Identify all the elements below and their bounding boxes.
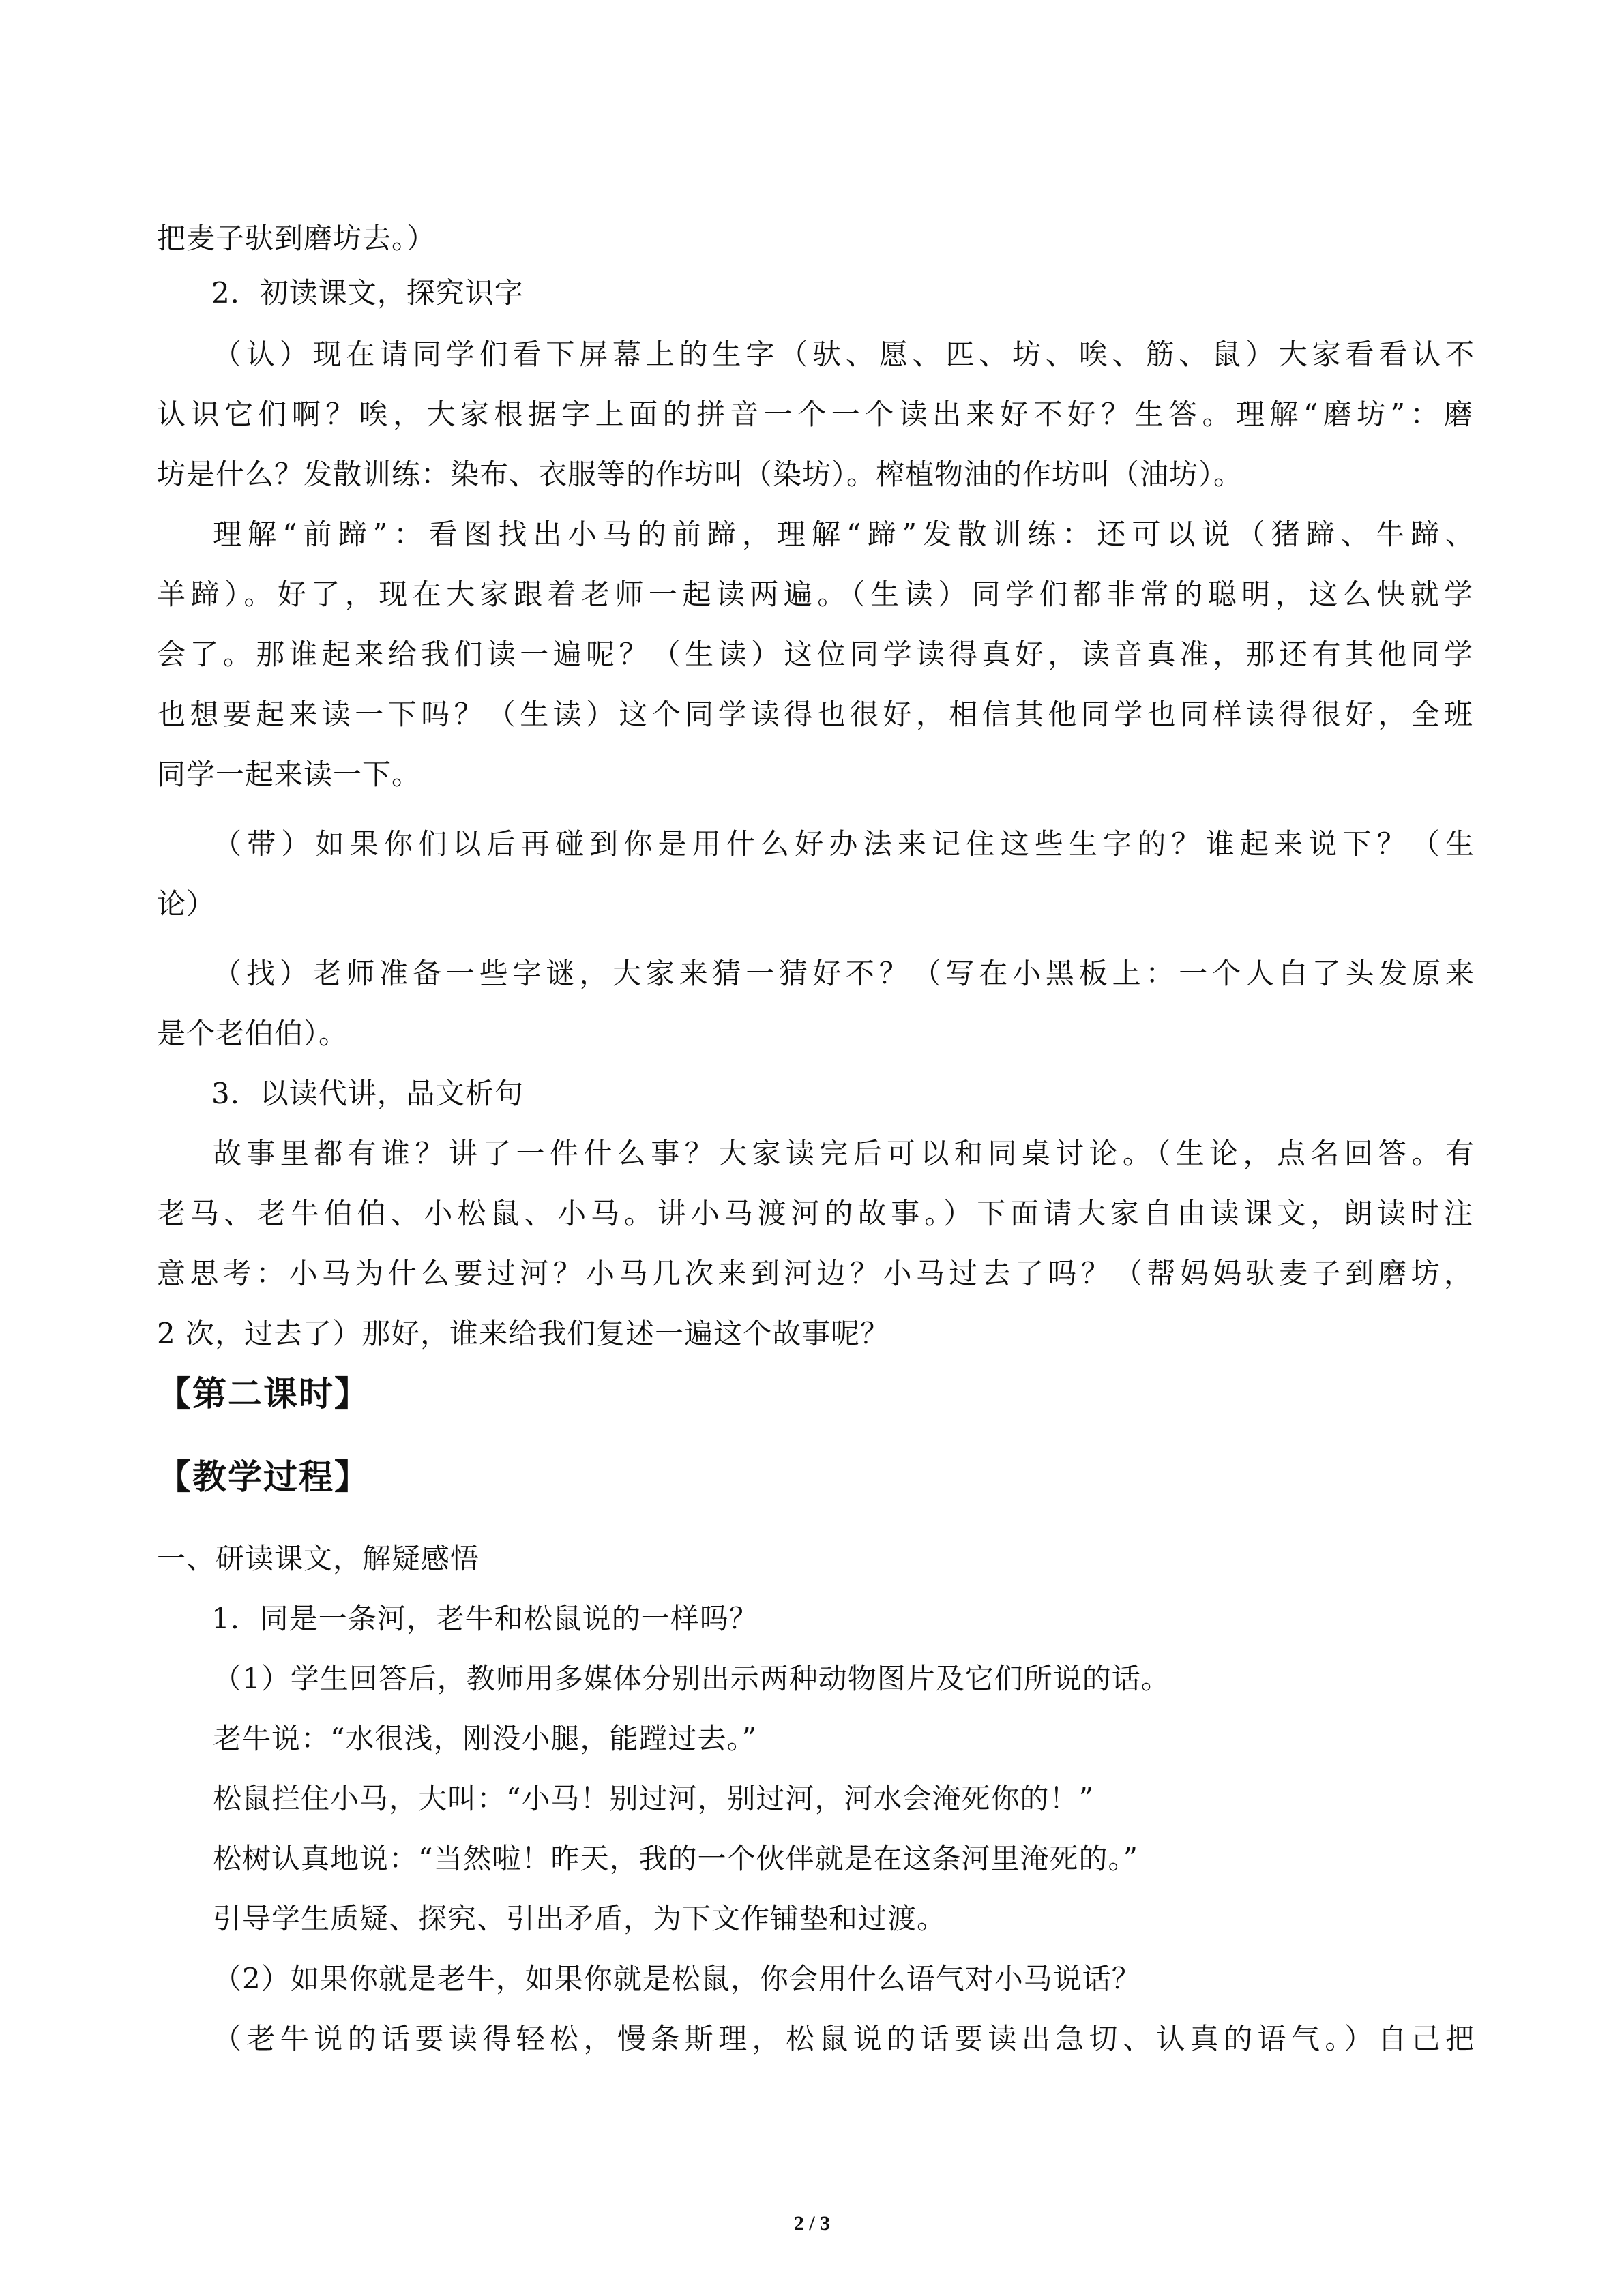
paragraph-line: 坊是什么？发散训练：染布、衣服等的作坊叫（染坊）。榨植物油的作坊叫（油坊）。 xyxy=(157,458,1243,491)
paragraph-line: 引导学生质疑、探究、引出矛盾，为下文作铺垫和过渡。 xyxy=(213,1902,947,1935)
paragraph-line: 2 次，过去了）那好，谁来给我们复述一遍这个故事呢？ xyxy=(157,1317,890,1350)
quote-line: 松鼠拦住小马，大叫：“小马！别过河，别过河，河水会淹死你的！” xyxy=(213,1782,1094,1815)
paragraph-line xyxy=(213,1135,1475,1173)
lesson-heading: 【第二课时】 xyxy=(157,1374,370,1414)
paragraph-line xyxy=(157,696,1473,734)
paragraph-line: （2）如果你就是老牛，如果你就是松鼠，你会用什么语气对小马说话？ xyxy=(213,1962,1141,1995)
paragraph-line xyxy=(213,955,1475,993)
paragraph-line xyxy=(213,516,1475,554)
process-heading: 【教学过程】 xyxy=(157,1457,370,1497)
paragraph-text: （认）现在请同学们看下屏幕上的生字（驮、愿、匹、坊、唉、筋、鼠）大家看看认不 xyxy=(213,338,1475,371)
paragraph-text: （找）老师准备一些字谜，大家来猜一猜好不？（写在小黑板上：一个人白了头发原来 xyxy=(213,957,1475,990)
paragraph-line xyxy=(213,2020,1475,2058)
section-subheading: 3．以读代讲，品文析句 xyxy=(211,1077,524,1110)
paragraph-text: 老马、老牛伯伯、小松鼠、小马。讲小马渡河的故事。）下面请大家自由读课文，朗读时注 xyxy=(157,1197,1473,1230)
paragraph-text: 意思考：小马为什么要过河？小马几次来到河边？小马过去了吗？（帮妈妈驮麦子到磨坊， xyxy=(157,1257,1473,1290)
paragraph-text: 故事里都有谁？讲了一件什么事？大家读完后可以和同桌讨论。（生论，点名回答。有 xyxy=(213,1137,1475,1170)
page-number: 2 / 3 xyxy=(793,2212,831,2235)
paragraph-line: 是个老伯伯）。 xyxy=(157,1017,349,1050)
paragraph-text: （老牛说的话要读得轻松，慢条斯理，松鼠说的话要读出急切、认真的语气。）自己把 xyxy=(213,2022,1475,2055)
paragraph-line xyxy=(213,825,1475,863)
paragraph-text: 认识它们啊？唉，大家根据字上面的拼音一个一个读出来好不好？生答。理解“磨坊”：磨 xyxy=(157,398,1473,431)
paragraph-line: （1）学生回答后，教师用多媒体分别出示两种动物图片及它们所说的话。 xyxy=(213,1662,1170,1695)
paragraph-text: 理解“前蹄”：看图找出小马的前蹄，理解“蹄”发散训练：还可以说（猪蹄、牛蹄、 xyxy=(213,518,1475,551)
paragraph-line xyxy=(157,1255,1473,1293)
paragraph-line xyxy=(213,336,1475,374)
paragraph-text: 也想要起来读一下吗？（生读）这个同学读得也很好，相信其他同学也同样读得很好，全班 xyxy=(157,698,1473,731)
paragraph-line: 论） xyxy=(157,887,216,921)
section-heading: 一、研读课文，解疑感悟 xyxy=(157,1542,480,1575)
section-subheading: 2．初读课文，探究识字 xyxy=(211,276,524,310)
paragraph-line xyxy=(157,1195,1473,1233)
quote-line: 老牛说：“水很浅，刚没小腿，能蹚过去。” xyxy=(213,1722,757,1755)
paragraph-text: （带）如果你们以后再碰到你是用什么好办法来记住这些生字的？谁起来说下？（生 xyxy=(213,827,1475,861)
paragraph-line xyxy=(157,396,1473,434)
section-subheading: 1．同是一条河，老牛和松鼠说的一样吗？ xyxy=(211,1602,758,1635)
paragraph-line xyxy=(157,576,1473,614)
paragraph-line: 同学一起来读一下。 xyxy=(157,758,422,791)
paragraph-line xyxy=(157,636,1473,674)
paragraph-text: 羊蹄）。好了，现在大家跟着老师一起读两遍。（生读）同学们都非常的聪明，这么快就学 xyxy=(157,578,1473,611)
quote-line: 松树认真地说：“当然啦！昨天，我的一个伙伴就是在这条河里淹死的。” xyxy=(213,1842,1138,1875)
text-line: 把麦子驮到磨坊去。） xyxy=(157,222,437,255)
paragraph-text: 会了。那谁起来给我们读一遍呢？（生读）这位同学读得真好，读音真准，那还有其他同学 xyxy=(157,638,1473,671)
